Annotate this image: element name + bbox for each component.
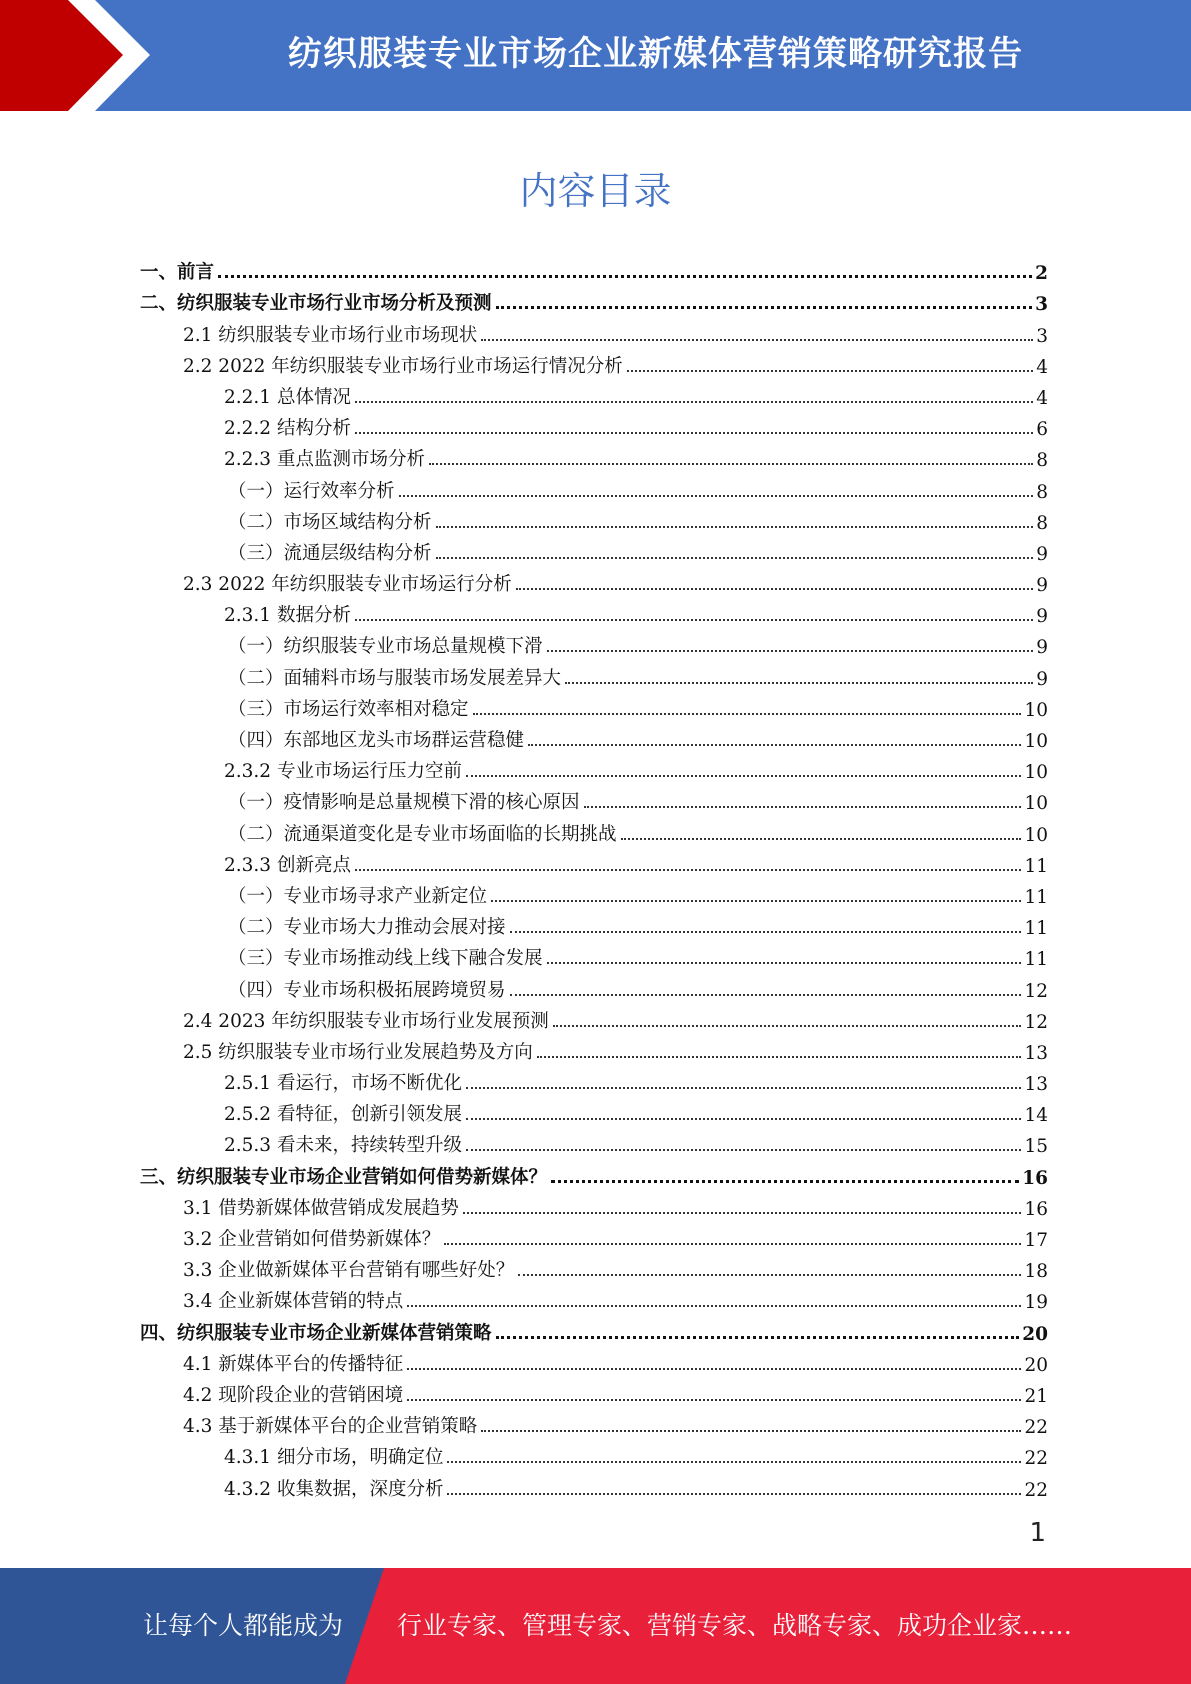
toc-dot-leader — [355, 619, 1033, 621]
toc-dot-leader — [510, 994, 1022, 996]
toc-entry-page: 8 — [1036, 481, 1048, 503]
toc-dot-leader — [473, 713, 1022, 715]
toc-entry-title: 2.5.2 看特征，创新引领发展 — [224, 1104, 462, 1126]
toc-entry-page: 12 — [1024, 1011, 1048, 1033]
toc-dot-leader — [481, 339, 1033, 341]
toc-entry-title: 2.2.3 重点监测市场分析 — [224, 449, 425, 471]
toc-dot-leader — [518, 1274, 1021, 1276]
toc-entry-title: 2.2 2022 年纺织服装专业市场行业市场运行情况分析 — [183, 355, 623, 377]
toc-heading: 内容目录 — [519, 169, 672, 213]
toc-entry[interactable] — [140, 752, 1048, 783]
toc-entry[interactable] — [140, 1407, 1048, 1438]
toc-entry[interactable] — [140, 877, 1048, 908]
toc-entry-page: 9 — [1036, 575, 1048, 597]
toc-dot-leader — [547, 962, 1022, 964]
toc-entry-title: 4.1 新媒体平台的传播特征 — [183, 1353, 404, 1375]
toc-entry-page: 10 — [1024, 731, 1048, 752]
toc-entry[interactable] — [140, 627, 1048, 658]
toc-entry-title: （三）市场运行效率相对稳定 — [228, 698, 469, 720]
toc-entry-title: 3.2 企业营销如何借势新媒体？ — [183, 1229, 441, 1250]
toc-entry-page: 22 — [1024, 1479, 1048, 1501]
toc-entry[interactable] — [140, 1438, 1048, 1469]
toc-entry-title: 2.5.3 看未来，持续转型升级 — [224, 1135, 462, 1157]
toc-entry-page: 6 — [1036, 419, 1048, 441]
toc-entry[interactable] — [140, 908, 1048, 939]
toc-dot-leader — [399, 495, 1034, 497]
toc-dot-leader — [447, 1461, 1021, 1463]
toc-entry-page: 4 — [1036, 387, 1048, 409]
toc-dot-leader — [218, 275, 1032, 278]
toc-dot-leader — [466, 1118, 1021, 1120]
toc-entry-page: 8 — [1036, 512, 1048, 534]
toc-entry[interactable] — [140, 1064, 1048, 1095]
toc-dot-leader — [528, 744, 1021, 746]
footer-slogan-left: 让每个人都能成为 — [143, 1611, 344, 1640]
toc-entry-title: 一、前言 — [140, 262, 215, 284]
toc-entry[interactable] — [140, 1313, 1048, 1344]
toc-dot-leader — [510, 931, 1022, 933]
toc-dot-leader — [355, 432, 1033, 434]
toc-entry-title: 四、纺织服装专业市场企业新媒体营销策略 — [140, 1322, 492, 1344]
toc-dot-leader — [627, 370, 1033, 372]
toc-entry-page: 17 — [1024, 1230, 1048, 1251]
toc-dot-leader — [496, 1336, 1020, 1339]
toc-entry-title: 3.1 借势新媒体做营销成发展趋势 — [183, 1197, 459, 1219]
toc-entry[interactable] — [140, 721, 1048, 752]
toc-entry-page: 11 — [1024, 918, 1048, 940]
toc-entry-page: 4 — [1036, 356, 1048, 378]
toc-entry-title: （二）流通渠道变化是专业市场面临的长期挑战 — [228, 823, 617, 845]
toc-entry-page: 18 — [1024, 1261, 1048, 1283]
toc-entry-title: （二）面辅料市场与服装市场发展差异大 — [228, 667, 562, 689]
toc-dot-leader — [463, 1212, 1022, 1214]
table-of-contents — [140, 253, 1048, 1501]
toc-entry-page: 14 — [1024, 1105, 1048, 1127]
toc-entry-page: 9 — [1036, 606, 1048, 628]
toc-entry[interactable] — [140, 1126, 1048, 1157]
toc-entry-title: 4.3.2 收集数据，深度分析 — [224, 1478, 444, 1500]
toc-entry[interactable] — [140, 378, 1048, 409]
toc-entry-page: 12 — [1024, 980, 1048, 1002]
toc-entry-page: 15 — [1024, 1136, 1048, 1158]
toc-dot-leader — [407, 1368, 1021, 1370]
toc-dot-leader — [447, 1493, 1021, 1495]
toc-entry-page: 13 — [1024, 1074, 1048, 1096]
toc-dot-leader — [481, 1430, 1021, 1432]
toc-entry-page: 9 — [1036, 543, 1048, 565]
page-header — [0, 0, 1191, 111]
toc-entry-title: （一）专业市场寻求产业新定位 — [228, 885, 488, 907]
toc-entry-title: 2.3.1 数据分析 — [224, 605, 351, 627]
toc-entry-page: 16 — [1024, 1198, 1048, 1220]
toc-entry[interactable] — [140, 1345, 1048, 1376]
toc-entry[interactable] — [140, 1251, 1048, 1282]
toc-dot-leader — [621, 838, 1022, 840]
toc-entry-page: 9 — [1036, 668, 1048, 690]
toc-entry[interactable] — [140, 284, 1048, 315]
toc-dot-leader — [565, 682, 1033, 684]
toc-dot-leader — [537, 1056, 1022, 1058]
toc-entry-page: 10 — [1024, 762, 1048, 784]
toc-entry-title: 4.2 现阶段企业的营销困境 — [183, 1384, 404, 1406]
toc-entry-page: 2 — [1035, 263, 1048, 285]
toc-dot-leader — [355, 401, 1033, 403]
toc-dot-leader — [466, 775, 1021, 777]
toc-dot-leader — [407, 1399, 1021, 1401]
toc-entry[interactable] — [140, 1220, 1048, 1251]
toc-entry[interactable] — [140, 1157, 1048, 1188]
toc-entry[interactable] — [140, 690, 1048, 721]
toc-entry-title: （一）疫情影响是总量规模下滑的核心原因 — [228, 792, 580, 814]
toc-dot-leader — [516, 588, 1033, 590]
toc-entry-page: 21 — [1024, 1385, 1048, 1407]
toc-entry[interactable] — [140, 409, 1048, 440]
toc-entry[interactable] — [140, 783, 1048, 814]
toc-entry-page: 3 — [1036, 325, 1048, 347]
toc-entry-page: 11 — [1024, 855, 1048, 877]
toc-entry-title: 三、纺织服装专业市场企业营销如何借势新媒体？ — [140, 1166, 548, 1188]
toc-entry[interactable] — [140, 1095, 1048, 1126]
toc-entry-title: （三）专业市场推动线上线下融合发展 — [228, 948, 543, 970]
toc-entry-page: 10 — [1024, 793, 1048, 815]
toc-entry-title: 3.3 企业做新媒体平台营销有哪些好处？ — [183, 1260, 515, 1282]
toc-dot-leader — [466, 1087, 1021, 1089]
toc-entry-page: 8 — [1036, 450, 1048, 472]
toc-entry[interactable] — [140, 347, 1048, 378]
toc-entry-page: 10 — [1024, 824, 1048, 846]
toc-entry-page: 22 — [1024, 1417, 1048, 1439]
toc-dot-leader — [496, 306, 1033, 309]
toc-entry[interactable] — [140, 565, 1048, 596]
toc-entry-title: 2.3.3 创新亮点 — [224, 854, 351, 876]
toc-entry[interactable] — [140, 1376, 1048, 1407]
toc-entry-page: 3 — [1035, 294, 1048, 316]
toc-entry-title: （四）东部地区龙头市场群运营稳健 — [228, 730, 525, 751]
toc-entry-title: 2.2.1 总体情况 — [224, 386, 351, 408]
toc-dot-leader — [553, 1025, 1022, 1027]
toc-entry[interactable] — [140, 596, 1048, 627]
toc-dot-leader — [466, 1149, 1021, 1151]
toc-entry-title: 2.5.1 看运行，市场不断优化 — [224, 1073, 462, 1095]
toc-entry[interactable] — [140, 1282, 1048, 1313]
toc-dot-leader — [551, 1180, 1019, 1183]
toc-entry[interactable] — [140, 253, 1048, 284]
toc-dot-leader — [491, 900, 1021, 902]
footer-slogan-right: 行业专家、管理专家、营销专家、战略专家、成功企业家…… — [397, 1611, 1073, 1640]
toc-entry[interactable] — [140, 939, 1048, 970]
toc-dot-leader — [355, 869, 1022, 871]
toc-entry-title: 2.3 2022 年纺织服装专业市场运行分析 — [183, 574, 512, 596]
toc-entry[interactable] — [140, 658, 1048, 689]
toc-entry-title: 2.2.2 结构分析 — [224, 418, 351, 440]
toc-entry-page: 22 — [1024, 1448, 1048, 1470]
toc-dot-leader — [407, 1305, 1021, 1307]
toc-entry-page: 16 — [1022, 1167, 1048, 1189]
toc-entry-title: 4.3.1 细分市场，明确定位 — [224, 1447, 444, 1469]
toc-entry[interactable] — [140, 471, 1048, 502]
page-footer — [0, 1568, 1191, 1684]
toc-entry-title: 二、纺织服装专业市场行业市场分析及预测 — [140, 293, 492, 315]
toc-entry-page: 11 — [1024, 886, 1048, 908]
toc-entry-title: 4.3 基于新媒体平台的企业营销策略 — [183, 1416, 478, 1438]
toc-entry[interactable] — [140, 970, 1048, 1001]
page-number: 1 — [1029, 1518, 1046, 1548]
toc-entry[interactable] — [140, 534, 1048, 565]
toc-entry-title: （二）市场区域结构分析 — [228, 511, 432, 533]
toc-entry[interactable] — [140, 315, 1048, 346]
toc-entry-page: 20 — [1022, 1323, 1048, 1345]
toc-entry-title: 3.4 企业新媒体营销的特点 — [183, 1291, 404, 1313]
toc-entry-title: 2.1 纺织服装专业市场行业市场现状 — [183, 324, 478, 346]
toc-entry[interactable] — [140, 846, 1048, 877]
toc-dot-leader — [429, 463, 1033, 465]
report-title: 纺织服装专业市场企业新媒体营销策略研究报告 — [288, 34, 1023, 74]
toc-entry[interactable] — [140, 1002, 1048, 1033]
toc-dot-leader — [547, 650, 1034, 652]
toc-entry-page: 13 — [1024, 1042, 1048, 1064]
toc-entry-title: （四）专业市场积极拓展跨境贸易 — [228, 979, 506, 1001]
toc-entry-page: 9 — [1036, 637, 1048, 659]
toc-entry-title: 2.4 2023 年纺织服装专业市场行业发展预测 — [183, 1010, 549, 1032]
toc-entry[interactable] — [140, 503, 1048, 534]
toc-entry[interactable] — [140, 814, 1048, 845]
toc-dot-leader — [444, 1243, 1021, 1245]
toc-entry[interactable] — [140, 1469, 1048, 1500]
toc-entry-page: 10 — [1024, 699, 1048, 721]
toc-entry-title: （二）专业市场大力推动会展对接 — [228, 917, 506, 939]
toc-entry[interactable] — [140, 1033, 1048, 1064]
toc-dot-leader — [436, 526, 1034, 528]
toc-entry-title: 2.5 纺织服装专业市场行业发展趋势及方向 — [183, 1041, 533, 1063]
toc-dot-leader — [436, 557, 1034, 559]
toc-entry-page: 19 — [1024, 1292, 1048, 1314]
toc-entry[interactable] — [140, 1189, 1048, 1220]
toc-entry-title: （三）流通层级结构分析 — [228, 542, 432, 564]
toc-entry-title: （一）纺织服装专业市场总量规模下滑 — [228, 636, 543, 658]
toc-entry-title: （一）运行效率分析 — [228, 480, 395, 502]
toc-entry-title: 2.3.2 专业市场运行压力空前 — [224, 761, 462, 783]
toc-entry-page: 11 — [1024, 949, 1048, 971]
toc-dot-leader — [584, 806, 1022, 808]
toc-entry-page: 20 — [1024, 1354, 1048, 1376]
toc-entry[interactable] — [140, 440, 1048, 471]
